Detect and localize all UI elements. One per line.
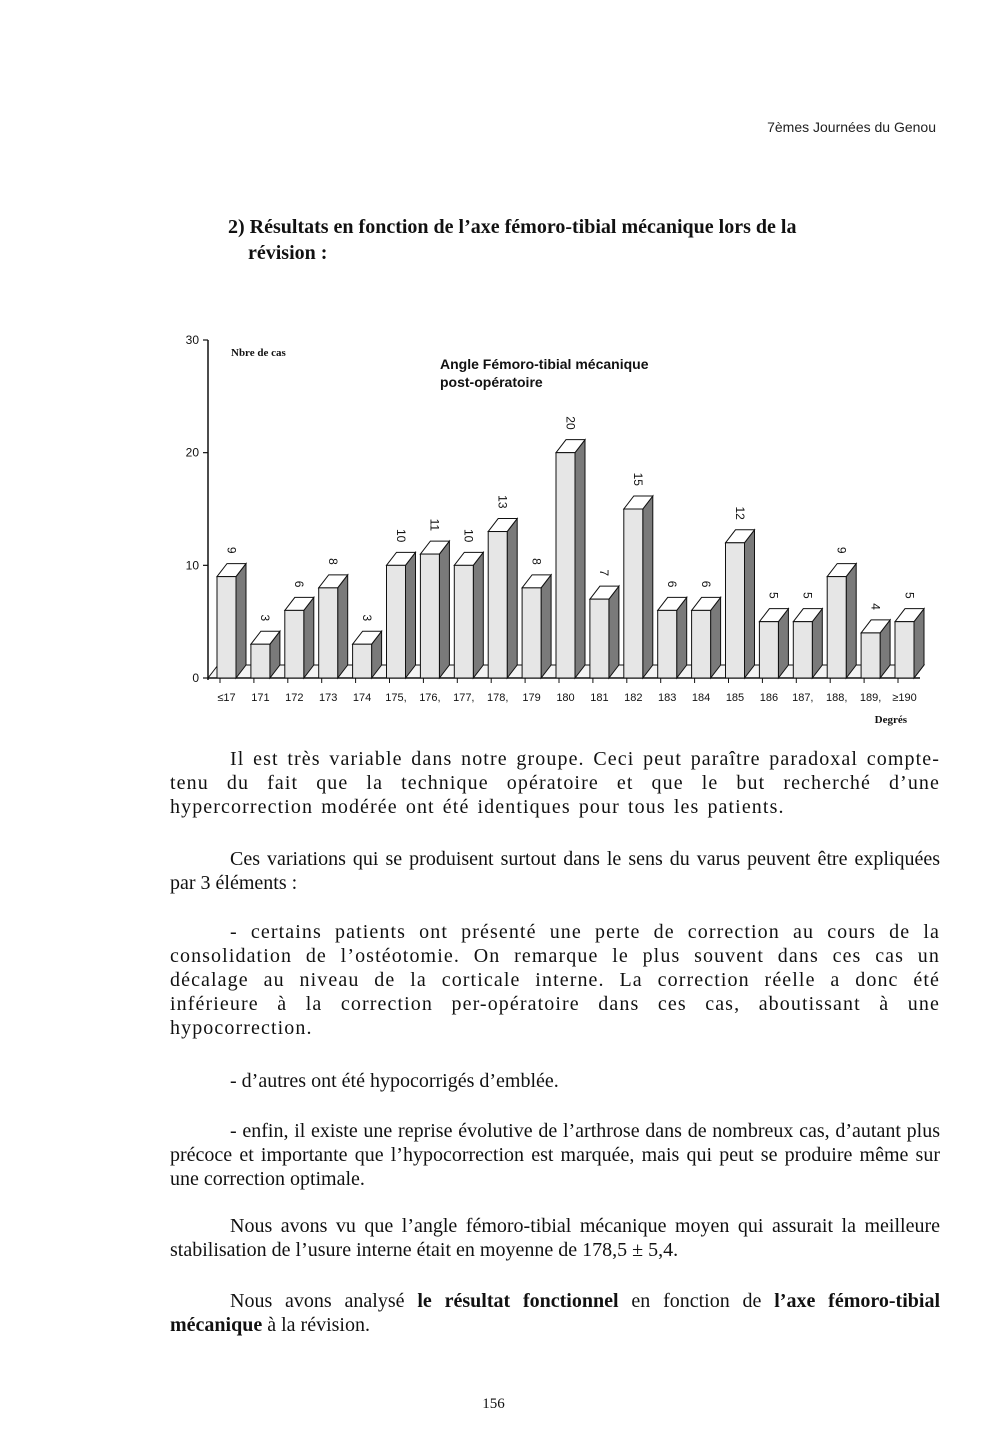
bar-value-label: 13	[495, 495, 510, 509]
paragraph-7-bold-a: le résultat fonctionnel	[417, 1290, 619, 1312]
running-head: 7èmes Journées du Genou	[767, 119, 936, 135]
bar-side	[439, 541, 449, 678]
bar-value-label: 3	[258, 614, 273, 622]
x-tick-label: 174	[352, 692, 372, 704]
paragraph-3: - certains patients ont présenté une perte de correction au cours de la consolidation de l’ostéotomie. On remarque le plus souvent dans ces cas un décalage au niveau de la corticale interne. La correction réelle a donc été inférieure à la correction per-opératoire dans ces cas, aboutissant à une hypocorrection.	[170, 921, 940, 1039]
paragraph-7-bold-b: l’axe fémoro-tibial mécanique	[170, 1290, 940, 1336]
bar-value-label: 5	[902, 591, 917, 599]
bar-value-label: 15	[631, 472, 646, 486]
y-tick-label: 0	[192, 671, 199, 685]
bar-value-label: 11	[427, 518, 442, 532]
bar-value-label: 9	[834, 546, 849, 554]
bar	[726, 543, 745, 678]
bar	[793, 622, 812, 678]
bar-side	[473, 552, 483, 678]
x-tick-label: 186	[759, 692, 779, 704]
bar	[420, 554, 439, 678]
bar-side	[338, 575, 348, 678]
paragraph-7	[170, 1289, 940, 1337]
x-tick-label: 175,	[385, 692, 407, 704]
x-tick-label: 179	[522, 692, 541, 704]
x-tick-label: ≥190	[892, 692, 917, 704]
bar	[624, 509, 643, 678]
bar	[861, 633, 880, 678]
bar-side	[609, 586, 619, 678]
bar	[522, 588, 541, 678]
bar-value-label: 12	[732, 506, 747, 520]
paragraph-6: Nous avons vu que l’angle fémoro-tibial mécanique moyen qui assurait la meilleure stabilisation de l’usure interne était en moyenne de 178,5 ± 5,4.	[170, 1215, 940, 1261]
page-number: 156	[482, 1396, 505, 1412]
bar-value-label: 7	[597, 569, 612, 577]
paragraph-2: Ces variations qui se produisent surtout dans le sens du varus peuvent être expliquées par 3 éléments :	[170, 848, 940, 894]
bar	[759, 622, 778, 678]
bar-side	[677, 597, 687, 678]
x-tick-label: 182	[624, 692, 643, 704]
bar-value-label: 6	[292, 580, 307, 588]
x-tick-label: 187,	[792, 692, 814, 704]
bar-side	[507, 519, 517, 678]
bar-value-label: 5	[800, 591, 815, 599]
bar-side	[846, 564, 856, 678]
bar-value-label: 6	[698, 580, 713, 588]
section-title-line2: révision :	[248, 242, 328, 264]
bar-value-label: 10	[393, 528, 408, 543]
paragraph-1: Il est très variable dans notre groupe. Ceci peut paraître paradoxal compte-tenu du fait que la technique opératoire et que le but recherché d’une hypercorrection modérée ont été identiques pour tous les patients.	[170, 748, 940, 818]
bar-value-label: 4	[868, 603, 883, 610]
paragraph-7-text-c: à la révision.	[262, 1314, 370, 1336]
bar	[692, 610, 711, 678]
x-tick-label: 178,	[486, 692, 509, 704]
bar-side	[406, 552, 416, 678]
chart-bars	[217, 416, 924, 678]
x-tick-label: 188,	[825, 692, 848, 704]
bar	[895, 622, 914, 678]
x-tick-label: 181	[590, 692, 609, 704]
bar	[488, 532, 507, 678]
bar	[827, 577, 846, 678]
paragraph-4: - d’autres ont été hypocorrigés d’emblée.	[230, 1070, 559, 1092]
paragraph-5: - enfin, il existe une reprise évolutive de l’arthrose dans de nombreux cas, d’autant plus précoce et importante que l’hypocorrection est marquée, mais qui peut se produire même sur une correction optimale.	[170, 1120, 940, 1190]
bar-side	[236, 564, 246, 678]
bar	[319, 588, 338, 678]
x-tick-label: 171	[251, 692, 270, 704]
x-tick-label: 180	[556, 692, 575, 704]
bar-side	[711, 597, 721, 678]
x-tick-label: 189,	[859, 692, 882, 704]
bar	[387, 565, 406, 678]
x-tick-label: 176,	[419, 692, 441, 704]
paragraph-7-text-a: Nous avons analysé	[230, 1290, 418, 1312]
x-tick-label: 177,	[453, 692, 475, 704]
paragraph-7-text-b: en fonction de	[618, 1290, 775, 1312]
x-tick-label: 185	[725, 692, 745, 704]
chart-xlabel: Degrés	[874, 714, 907, 726]
bar	[454, 565, 473, 678]
bar-chart	[160, 328, 930, 728]
bar	[285, 610, 304, 678]
bar-value-label: 9	[224, 546, 239, 554]
bar-side	[541, 575, 551, 678]
y-tick-label: 20	[185, 445, 199, 460]
bar-value-label: 6	[665, 580, 680, 588]
bar-value-label: 3	[359, 614, 374, 622]
bar	[217, 577, 236, 678]
section-title-line1: 2) Résultats en fonction de l’axe fémoro-tibial mécanique lors de la	[228, 216, 797, 238]
bar	[658, 610, 677, 678]
x-tick-label: 173	[319, 692, 338, 704]
section-title	[228, 214, 918, 266]
chart-subtitle: post-opératoire	[440, 374, 543, 390]
bar-value-label: 10	[461, 528, 476, 543]
bar-side	[304, 597, 314, 678]
bar-value-label: 5	[766, 591, 781, 599]
bar	[556, 453, 575, 678]
y-tick-label: 10	[185, 558, 199, 573]
bar-value-label: 8	[529, 558, 544, 565]
bar-side	[745, 530, 755, 678]
bar-side	[575, 440, 585, 678]
x-tick-label: 184	[691, 692, 711, 704]
x-tick-label: ≤17	[217, 692, 236, 704]
chart-title: Angle Fémoro-tibial mécanique	[440, 356, 649, 372]
bar	[353, 644, 372, 678]
y-tick-label: 30	[185, 333, 199, 347]
bar	[590, 599, 609, 678]
chart-ylabel: Nbre de cas	[231, 347, 286, 359]
bar-value-label: 20	[563, 416, 578, 430]
bar	[251, 644, 270, 678]
x-tick-label: 172	[285, 692, 304, 704]
bar-side	[643, 496, 653, 678]
bar-value-label: 8	[326, 558, 341, 565]
x-tick-label: 183	[658, 692, 677, 704]
